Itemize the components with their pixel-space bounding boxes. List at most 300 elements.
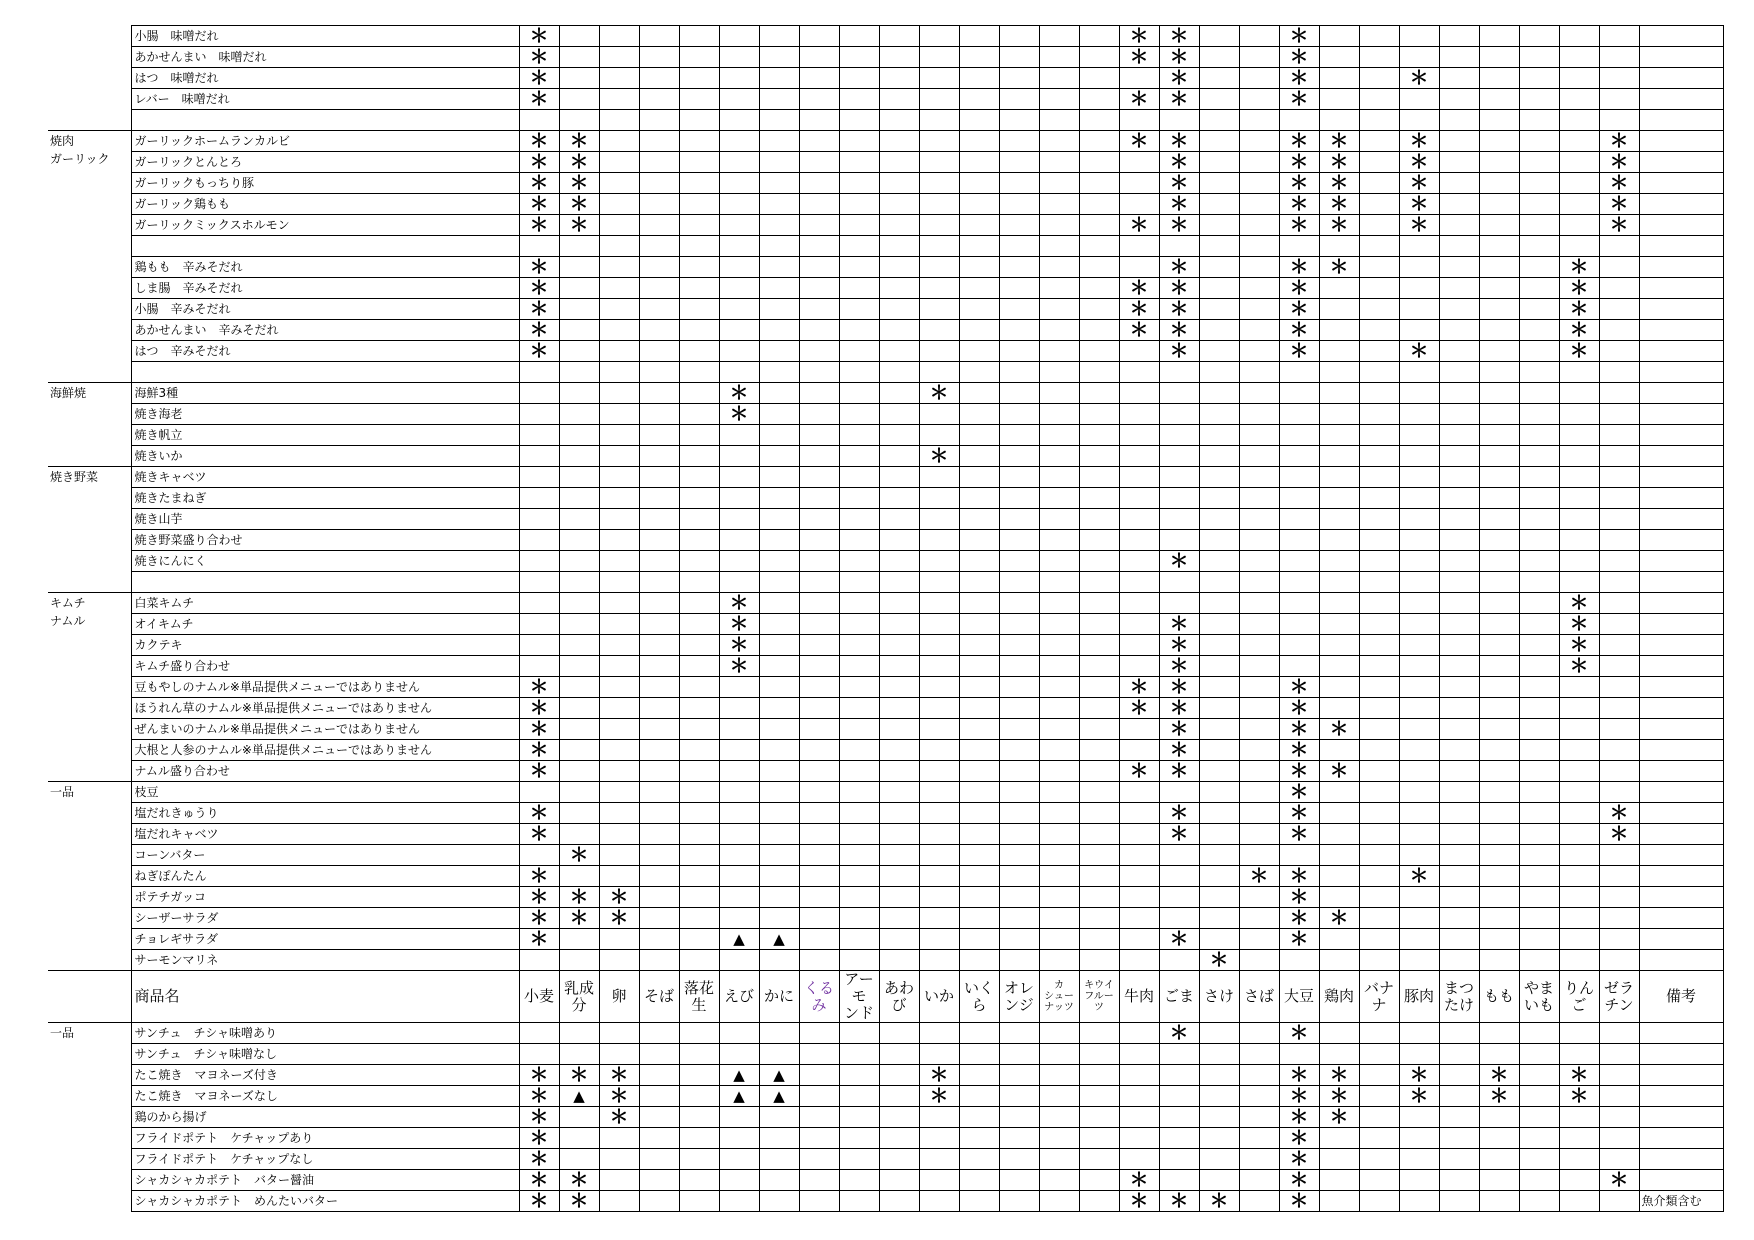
allergen-cell — [1359, 572, 1399, 593]
allergen-cell — [1519, 950, 1559, 971]
allergen-cell — [1119, 194, 1159, 215]
allergen-cell — [799, 110, 839, 131]
allergen-cell — [1159, 236, 1199, 257]
allergen-cell — [919, 236, 959, 257]
allergen-cell — [839, 215, 879, 236]
table-row — [48, 383, 1723, 404]
allergen-cell — [1079, 656, 1119, 677]
allergen-cell — [559, 1044, 599, 1065]
allergen-mark: ＊ — [519, 719, 559, 740]
allergen-cell — [719, 1044, 759, 1065]
allergen-cell — [1079, 677, 1119, 698]
allergen-mark: ＊ — [1399, 152, 1439, 173]
allergen-cell — [1359, 740, 1399, 761]
allergen-cell — [1399, 257, 1439, 278]
allergen-cell — [1159, 404, 1199, 425]
allergen-cell — [679, 383, 719, 404]
allergen-cell — [1159, 383, 1199, 404]
allergen-header-23: まつ たけ — [1439, 971, 1479, 1023]
allergen-cell — [1319, 68, 1359, 89]
allergen-mark: ＊ — [1159, 635, 1199, 656]
product-name: 塩だれキャベツ — [131, 824, 519, 845]
allergen-cell — [799, 866, 839, 887]
allergen-cell — [1199, 1086, 1239, 1107]
table-row — [48, 1044, 1723, 1065]
allergen-cell — [679, 1128, 719, 1149]
allergen-cell — [1039, 425, 1079, 446]
allergen-cell — [799, 215, 839, 236]
allergen-cell — [1039, 446, 1079, 467]
allergen-cell — [879, 593, 919, 614]
allergen-cell — [1239, 488, 1279, 509]
allergen-cell — [1599, 110, 1639, 131]
allergen-cell — [639, 383, 679, 404]
allergen-cell — [759, 698, 799, 719]
allergen-header-0: 小麦 — [519, 971, 559, 1023]
allergen-cell — [599, 1191, 639, 1212]
allergen-cell — [759, 719, 799, 740]
allergen-cell — [839, 908, 879, 929]
allergen-cell — [1519, 26, 1559, 47]
allergen-cell — [679, 194, 719, 215]
allergen-cell — [799, 299, 839, 320]
allergen-cell — [999, 299, 1039, 320]
allergen-cell — [839, 698, 879, 719]
allergen-cell — [519, 1044, 559, 1065]
allergen-cell — [1519, 68, 1559, 89]
notes-cell — [1639, 509, 1723, 530]
allergen-cell — [879, 1128, 919, 1149]
allergen-cell — [639, 467, 679, 488]
allergen-cell — [1399, 887, 1439, 908]
allergen-cell — [919, 887, 959, 908]
allergen-cell — [1359, 656, 1399, 677]
allergen-cell — [879, 929, 919, 950]
allergen-cell — [1359, 131, 1399, 152]
allergen-cell — [1079, 908, 1119, 929]
category-cell: キムチ ナムル — [48, 593, 131, 782]
allergen-cell — [1559, 362, 1599, 383]
allergen-cell — [639, 593, 679, 614]
allergen-cell — [799, 635, 839, 656]
allergen-cell — [719, 1107, 759, 1128]
allergen-cell — [719, 908, 759, 929]
allergen-cell — [999, 1065, 1039, 1086]
allergen-cell — [1039, 1065, 1079, 1086]
product-name: 焼きたまねぎ — [131, 488, 519, 509]
product-name: 枝豆 — [131, 782, 519, 803]
allergen-cell — [1359, 509, 1399, 530]
allergen-cell — [919, 299, 959, 320]
allergen-cell — [999, 236, 1039, 257]
product-name: サンチュ チシャ味噌なし — [131, 1044, 519, 1065]
allergen-cell — [999, 677, 1039, 698]
allergen-cell — [1559, 1044, 1599, 1065]
allergen-mark: ＊ — [1559, 614, 1599, 635]
allergen-cell — [559, 635, 599, 656]
allergen-cell — [679, 929, 719, 950]
allergen-mark: ＊ — [1279, 47, 1319, 68]
allergen-cell — [1439, 866, 1479, 887]
allergen-cell — [1319, 446, 1359, 467]
allergen-cell — [639, 68, 679, 89]
allergen-cell — [639, 446, 679, 467]
allergen-cell — [879, 1149, 919, 1170]
allergen-cell — [1239, 47, 1279, 68]
allergen-cell — [639, 47, 679, 68]
allergen-cell — [1239, 614, 1279, 635]
allergen-cell — [599, 89, 639, 110]
allergen-header-25: やま いも — [1519, 971, 1559, 1023]
allergen-cell — [839, 362, 879, 383]
allergen-cell — [879, 761, 919, 782]
allergen-cell — [999, 383, 1039, 404]
allergen-cell — [1439, 908, 1479, 929]
allergen-cell — [519, 782, 559, 803]
allergen-cell — [1439, 425, 1479, 446]
allergen-cell — [1279, 446, 1319, 467]
allergen-cell — [999, 656, 1039, 677]
allergen-cell — [919, 68, 959, 89]
product-name: ガーリック鶏もも — [131, 194, 519, 215]
allergen-cell — [719, 866, 759, 887]
allergen-mark: ＊ — [1119, 1191, 1159, 1212]
allergen-cell — [1039, 887, 1079, 908]
allergen-header-26: りん ご — [1559, 971, 1599, 1023]
allergen-cell — [1199, 110, 1239, 131]
allergen-mark: ＊ — [1279, 866, 1319, 887]
table-row — [48, 425, 1723, 446]
allergen-cell — [1199, 845, 1239, 866]
allergen-cell — [719, 236, 759, 257]
allergen-cell — [1519, 656, 1559, 677]
product-name: ガーリックホームランカルビ — [131, 131, 519, 152]
allergen-cell — [1359, 320, 1399, 341]
allergen-cell — [1079, 110, 1119, 131]
allergen-cell — [879, 278, 919, 299]
allergen-cell — [1399, 635, 1439, 656]
allergen-cell — [639, 677, 679, 698]
allergen-table — [48, 25, 1724, 1212]
allergen-mark: ＊ — [1279, 1191, 1319, 1212]
allergen-cell — [839, 824, 879, 845]
allergen-cell — [999, 530, 1039, 551]
allergen-header-19: 大豆 — [1279, 971, 1319, 1023]
allergen-cell — [919, 404, 959, 425]
allergen-cell — [1119, 509, 1159, 530]
product-name: ねぎぽんたん — [131, 866, 519, 887]
allergen-cell — [1039, 26, 1079, 47]
allergen-cell — [1039, 929, 1079, 950]
allergen-cell — [1479, 908, 1519, 929]
allergen-cell — [679, 278, 719, 299]
allergen-cell — [799, 677, 839, 698]
spacer-row — [48, 572, 1723, 593]
allergen-cell — [799, 362, 839, 383]
allergen-cell — [1079, 1023, 1119, 1044]
allergen-cell — [1039, 677, 1079, 698]
allergen-mark: ＊ — [1319, 1065, 1359, 1086]
allergen-cell — [1519, 866, 1559, 887]
allergen-mark: ＊ — [519, 341, 559, 362]
allergen-cell — [1319, 866, 1359, 887]
allergen-cell — [1239, 278, 1279, 299]
allergen-cell — [799, 572, 839, 593]
allergen-cell — [1319, 740, 1359, 761]
allergen-cell — [1359, 824, 1399, 845]
allergen-cell — [839, 593, 879, 614]
allergen-cell — [879, 383, 919, 404]
spacer-row — [48, 362, 1723, 383]
allergen-cell — [1079, 761, 1119, 782]
allergen-cell — [879, 803, 919, 824]
table-row — [48, 68, 1723, 89]
allergen-cell — [1199, 635, 1239, 656]
allergen-cell — [559, 383, 599, 404]
notes-cell — [1639, 1023, 1723, 1044]
allergen-cell — [1239, 929, 1279, 950]
allergen-cell — [1399, 488, 1439, 509]
allergen-cell — [759, 677, 799, 698]
allergen-cell — [1159, 866, 1199, 887]
allergen-cell — [1079, 173, 1119, 194]
allergen-cell — [1399, 719, 1439, 740]
allergen-mark: ＊ — [519, 89, 559, 110]
allergen-cell — [719, 845, 759, 866]
allergen-cell — [879, 698, 919, 719]
allergen-header-18: さば — [1239, 971, 1279, 1023]
allergen-cell — [839, 761, 879, 782]
allergen-mark: ＊ — [1319, 173, 1359, 194]
allergen-cell — [839, 1107, 879, 1128]
allergen-cell — [1559, 1170, 1599, 1191]
allergen-cell — [599, 740, 639, 761]
allergen-cell — [999, 635, 1039, 656]
allergen-cell — [959, 509, 999, 530]
table-row — [48, 1128, 1723, 1149]
allergen-mark: ＊ — [1239, 866, 1279, 887]
allergen-cell — [679, 551, 719, 572]
allergen-cell — [1119, 803, 1159, 824]
category-cell: 焼肉 ガーリック — [48, 131, 131, 383]
allergen-cell — [759, 257, 799, 278]
allergen-mark: ＊ — [519, 26, 559, 47]
allergen-cell — [1079, 530, 1119, 551]
product-name: オイキムチ — [131, 614, 519, 635]
allergen-cell — [1159, 1128, 1199, 1149]
allergen-cell — [1559, 803, 1599, 824]
allergen-cell — [959, 677, 999, 698]
header-category-cell — [48, 971, 131, 1023]
notes-cell — [1639, 908, 1723, 929]
allergen-cell — [1119, 656, 1159, 677]
allergen-cell — [559, 404, 599, 425]
notes-cell — [1639, 530, 1723, 551]
allergen-cell — [959, 698, 999, 719]
allergen-cell — [1519, 1044, 1559, 1065]
product-name: しま腸 辛みそだれ — [131, 278, 519, 299]
allergen-cell — [999, 194, 1039, 215]
allergen-cell — [1479, 1128, 1519, 1149]
allergen-cell — [1079, 26, 1119, 47]
allergen-cell — [1119, 551, 1159, 572]
allergen-cell — [1599, 866, 1639, 887]
allergen-cell — [879, 320, 919, 341]
notes-cell — [1639, 152, 1723, 173]
allergen-cell — [1039, 572, 1079, 593]
allergen-mark: ＊ — [519, 677, 559, 698]
allergen-cell — [599, 362, 639, 383]
allergen-cell — [959, 257, 999, 278]
allergen-mark: ＊ — [1319, 194, 1359, 215]
allergen-cell — [1599, 488, 1639, 509]
allergen-cell — [799, 803, 839, 824]
allergen-mark: ＊ — [1279, 803, 1319, 824]
allergen-cell — [1439, 1170, 1479, 1191]
allergen-mark: ＊ — [519, 1086, 559, 1107]
allergen-cell — [759, 215, 799, 236]
allergen-cell — [1559, 194, 1599, 215]
allergen-cell — [719, 1023, 759, 1044]
allergen-cell — [1119, 1065, 1159, 1086]
allergen-cell — [799, 1149, 839, 1170]
allergen-cell — [1159, 488, 1199, 509]
product-name: ガーリックミックスホルモン — [131, 215, 519, 236]
allergen-cell — [1279, 656, 1319, 677]
allergen-cell — [599, 1128, 639, 1149]
allergen-cell — [1439, 824, 1479, 845]
allergen-cell — [1039, 68, 1079, 89]
allergen-cell — [1519, 215, 1559, 236]
allergen-cell — [959, 383, 999, 404]
allergen-cell — [1199, 152, 1239, 173]
allergen-cell — [959, 1107, 999, 1128]
allergen-cell — [839, 509, 879, 530]
allergen-cell — [1479, 950, 1519, 971]
notes-cell — [1639, 446, 1723, 467]
allergen-cell — [1359, 1023, 1399, 1044]
allergen-mark: ＊ — [1559, 593, 1599, 614]
allergen-cell — [719, 782, 759, 803]
allergen-cell — [639, 1170, 679, 1191]
product-name: キムチ盛り合わせ — [131, 656, 519, 677]
allergen-cell — [679, 1023, 719, 1044]
allergen-cell — [1319, 89, 1359, 110]
allergen-cell — [1519, 509, 1559, 530]
allergen-cell — [1199, 131, 1239, 152]
allergen-cell — [559, 278, 599, 299]
allergen-cell — [919, 740, 959, 761]
allergen-cell — [1559, 677, 1599, 698]
allergen-cell — [1039, 236, 1079, 257]
allergen-cell — [1359, 1149, 1399, 1170]
spacer-row — [48, 236, 1723, 257]
allergen-cell — [1079, 824, 1119, 845]
allergen-cell — [1559, 236, 1599, 257]
allergen-mark: ＊ — [719, 383, 759, 404]
allergen-cell — [879, 635, 919, 656]
allergen-cell — [999, 1128, 1039, 1149]
allergen-cell — [1279, 467, 1319, 488]
allergen-cell — [679, 740, 719, 761]
allergen-cell — [879, 68, 919, 89]
allergen-cell — [1399, 551, 1439, 572]
allergen-cell — [599, 215, 639, 236]
notes-cell — [1639, 593, 1723, 614]
allergen-mark: ＊ — [1599, 194, 1639, 215]
allergen-cell — [1559, 131, 1599, 152]
allergen-cell — [1039, 593, 1079, 614]
allergen-header-2: 卵 — [599, 971, 639, 1023]
allergen-cell — [1119, 530, 1159, 551]
allergen-cell — [1079, 1191, 1119, 1212]
allergen-cell — [1039, 824, 1079, 845]
product-name: ほうれん草のナムル※単品提供メニューではありません — [131, 698, 519, 719]
allergen-header-21: バナ ナ — [1359, 971, 1399, 1023]
table-row — [48, 89, 1723, 110]
allergen-cell — [1119, 950, 1159, 971]
allergen-cell — [959, 341, 999, 362]
allergen-cell — [1039, 215, 1079, 236]
allergen-cell — [1399, 236, 1439, 257]
allergen-cell — [879, 26, 919, 47]
allergen-cell — [1159, 908, 1199, 929]
allergen-mark: ＊ — [1279, 1149, 1319, 1170]
allergen-cell — [839, 1149, 879, 1170]
allergen-cell — [999, 467, 1039, 488]
allergen-cell — [799, 698, 839, 719]
notes-cell — [1639, 719, 1723, 740]
allergen-mark: ＊ — [1279, 320, 1319, 341]
allergen-cell — [839, 803, 879, 824]
allergen-cell — [599, 719, 639, 740]
allergen-cell — [559, 1023, 599, 1044]
allergen-cell — [1439, 677, 1479, 698]
allergen-cell — [1359, 803, 1399, 824]
allergen-cell — [1439, 383, 1479, 404]
allergen-cell — [1359, 614, 1399, 635]
allergen-cell — [559, 362, 599, 383]
allergen-cell — [1599, 782, 1639, 803]
allergen-mark: ＊ — [1119, 320, 1159, 341]
allergen-cell — [519, 383, 559, 404]
allergen-mark: ＊ — [559, 1065, 599, 1086]
category-cell: 一品 — [48, 782, 131, 971]
allergen-mark: ＊ — [519, 173, 559, 194]
allergen-cell — [1439, 929, 1479, 950]
allergen-cell — [1519, 467, 1559, 488]
allergen-cell — [1479, 404, 1519, 425]
allergen-cell — [1439, 278, 1479, 299]
allergen-cell — [1559, 152, 1599, 173]
allergen-cell — [959, 530, 999, 551]
allergen-cell — [1479, 488, 1519, 509]
allergen-cell — [1199, 278, 1239, 299]
allergen-cell — [959, 299, 999, 320]
allergen-cell — [1359, 446, 1399, 467]
allergen-cell — [1239, 1065, 1279, 1086]
allergen-cell — [1599, 467, 1639, 488]
allergen-cell — [1439, 320, 1479, 341]
allergen-mark: ＊ — [719, 635, 759, 656]
product-name: ぜんまいのナムル※単品提供メニューではありません — [131, 719, 519, 740]
allergen-mark: ＊ — [559, 887, 599, 908]
allergen-cell — [1559, 1191, 1599, 1212]
allergen-cell — [799, 173, 839, 194]
allergen-mark: ＊ — [1279, 152, 1319, 173]
allergen-cell — [1079, 215, 1119, 236]
allergen-cell — [1519, 782, 1559, 803]
